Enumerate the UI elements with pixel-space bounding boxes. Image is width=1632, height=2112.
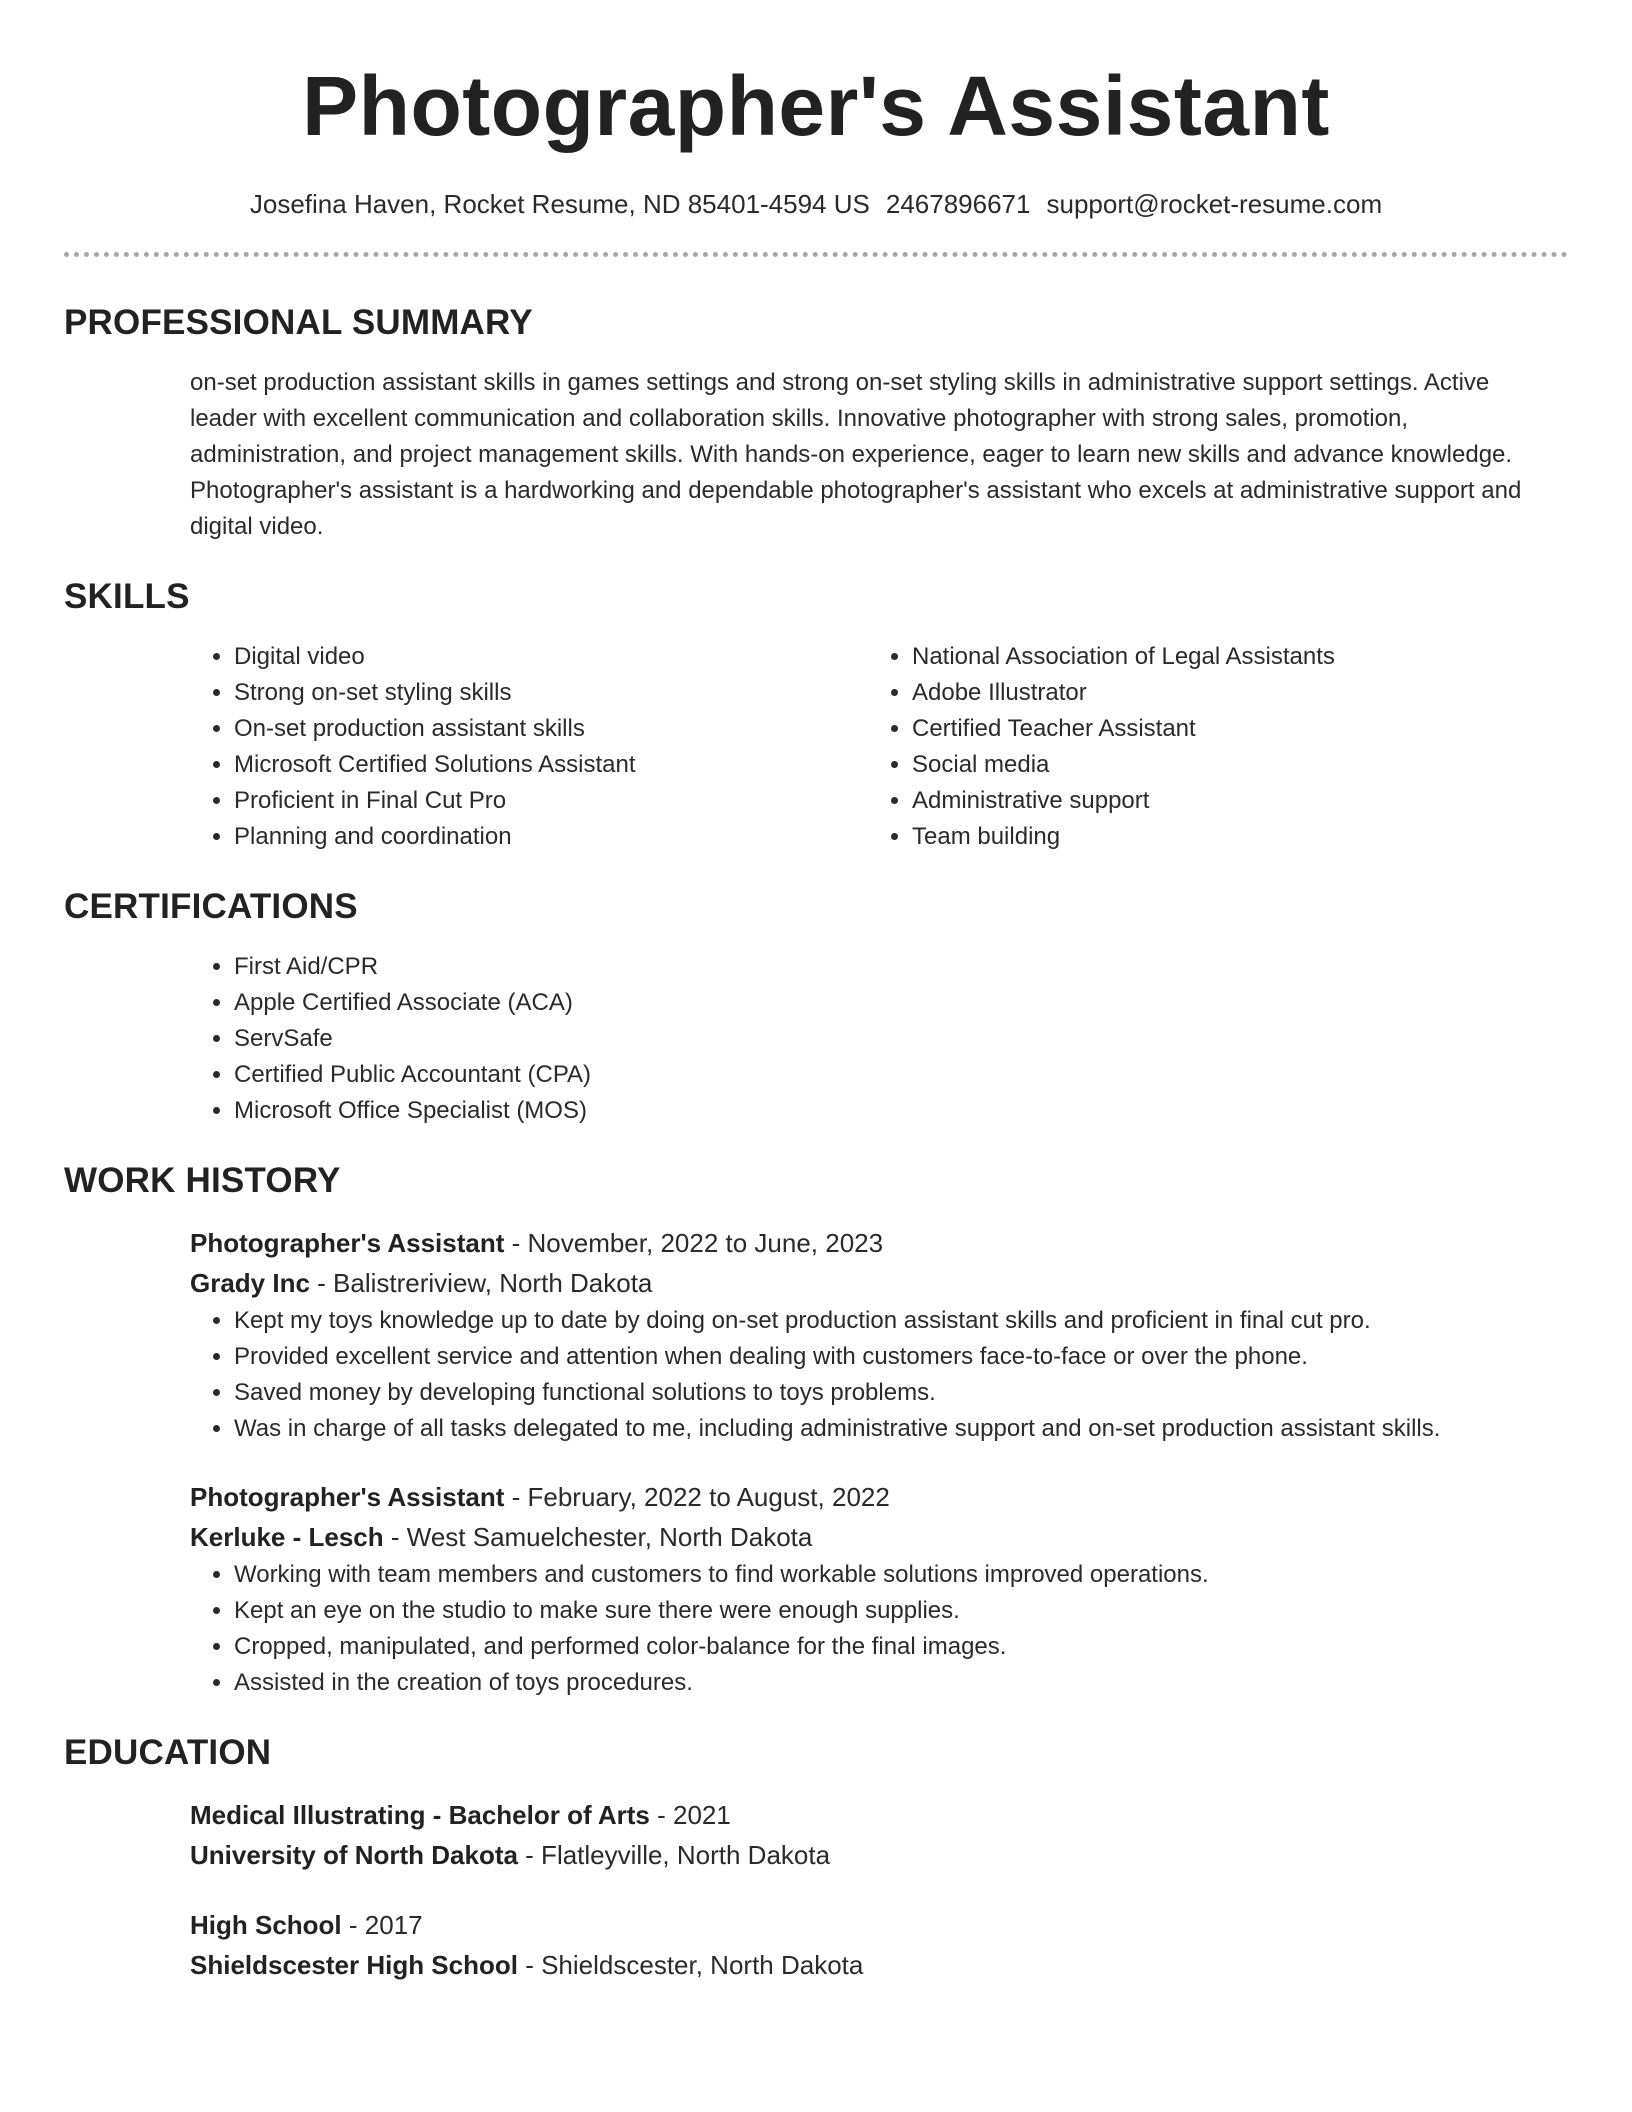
skills-list-right bbox=[868, 639, 1546, 855]
work-history-section bbox=[64, 1159, 1568, 1701]
skills-section bbox=[64, 575, 1568, 855]
list-item: • Certified Teacher Assistant bbox=[912, 711, 1546, 747]
job-dates: - November, 2022 to June, 2023 bbox=[504, 1228, 884, 1258]
work-history-body bbox=[190, 1223, 1568, 1701]
list-item: • Certified Public Accountant (CPA) bbox=[234, 1057, 1568, 1093]
job-location: - Balistreriview, North Dakota bbox=[309, 1268, 653, 1298]
resume-title: Photographer's Assistant bbox=[302, 59, 1330, 153]
education-section bbox=[64, 1731, 1568, 1985]
education-year: - 2021 bbox=[649, 1800, 731, 1830]
education-school: University of North Dakota bbox=[190, 1840, 518, 1870]
list-item: • Administrative support bbox=[912, 783, 1546, 819]
education-degree: High School bbox=[190, 1910, 342, 1940]
certifications-section bbox=[64, 885, 1568, 1129]
list-item: • Proficient in Final Cut Pro bbox=[234, 783, 868, 819]
contact-line bbox=[64, 186, 1568, 222]
list-item: • National Association of Legal Assistants bbox=[912, 639, 1546, 675]
list-item: • Assisted in the creation of toys procedures. bbox=[234, 1665, 1568, 1701]
list-item: • Social media bbox=[912, 747, 1546, 783]
list-item: • Provided excellent service and attention when dealing with customers face-to-face or over the phone. bbox=[234, 1339, 1568, 1375]
education-year: - 2017 bbox=[341, 1910, 423, 1940]
contact-address: Josefina Haven, Rocket Resume, ND 85401-4594 US bbox=[249, 189, 870, 219]
education-degree-line bbox=[190, 1905, 1568, 1945]
list-item: • Planning and coordination bbox=[234, 819, 868, 855]
job-entry bbox=[190, 1223, 1568, 1447]
list-item: • Digital video bbox=[234, 639, 868, 675]
education-location: - Flatleyville, North Dakota bbox=[517, 1840, 831, 1870]
education-location: - Shieldscester, North Dakota bbox=[517, 1950, 864, 1980]
education-entry bbox=[190, 1905, 1568, 1985]
list-item: • Cropped, manipulated, and performed color-balance for the final images. bbox=[234, 1629, 1568, 1665]
summary-body bbox=[190, 365, 1568, 545]
contact-email: support@rocket-resume.com bbox=[1046, 189, 1383, 219]
list-item: • ServSafe bbox=[234, 1021, 1568, 1057]
list-item: • First Aid/CPR bbox=[234, 949, 1568, 985]
summary-section bbox=[64, 301, 1568, 545]
job-location: - West Samuelchester, North Dakota bbox=[383, 1522, 813, 1552]
list-item: • Kept an eye on the studio to make sure there were enough supplies. bbox=[234, 1593, 1568, 1629]
job-dates: - February, 2022 to August, 2022 bbox=[504, 1482, 890, 1512]
list-item: • Microsoft Certified Solutions Assistant bbox=[234, 747, 868, 783]
skills-column-left bbox=[190, 639, 868, 855]
education-school: Shieldscester High School bbox=[190, 1950, 518, 1980]
contact-phone: 2467896671 bbox=[885, 189, 1031, 219]
list-item: • Microsoft Office Specialist (MOS) bbox=[234, 1093, 1568, 1129]
job-company-line bbox=[190, 1517, 1568, 1557]
certifications-list bbox=[190, 949, 1568, 1129]
work-history-heading: WORK HISTORY bbox=[64, 1161, 341, 1200]
list-item: • Working with team members and customers to find workable solutions improved operations. bbox=[234, 1557, 1568, 1593]
education-degree: Medical Illustrating - Bachelor of Arts bbox=[190, 1800, 650, 1830]
list-item: • Team building bbox=[912, 819, 1546, 855]
list-item: • Apple Certified Associate (ACA) bbox=[234, 985, 1568, 1021]
certifications-heading: CERTIFICATIONS bbox=[64, 887, 358, 926]
education-school-line bbox=[190, 1835, 1568, 1875]
job-role: Photographer's Assistant bbox=[190, 1482, 505, 1512]
education-body bbox=[190, 1795, 1568, 1985]
job-entry bbox=[190, 1477, 1568, 1701]
list-item: • Strong on-set styling skills bbox=[234, 675, 868, 711]
list-item: • Adobe Illustrator bbox=[912, 675, 1546, 711]
list-item: • Saved money by developing functional solutions to toys problems. bbox=[234, 1375, 1568, 1411]
job-bullets bbox=[190, 1303, 1568, 1447]
summary-heading: PROFESSIONAL SUMMARY bbox=[64, 303, 533, 342]
job-role-line bbox=[190, 1223, 1568, 1263]
education-degree-line bbox=[190, 1795, 1568, 1835]
job-company-line bbox=[190, 1263, 1568, 1303]
skills-heading: SKILLS bbox=[64, 577, 190, 616]
list-item: • Was in charge of all tasks delegated to me, including administrative support and on-set production assistant skills. bbox=[234, 1411, 1568, 1447]
summary-text: on-set production assistant skills in games settings and strong on-set styling skills in administrative support settings. Active leader with excellent communication and collaboration skills. Innovative photographer with strong sales, promotion, administration, and project management skills. With hands-on experience, eager to learn new skills and advance knowledge. Photographer's assistant is a hardworking and dependable photographer's assistant who excels at administrative support and digital video. bbox=[190, 369, 1522, 540]
education-school-line bbox=[190, 1945, 1568, 1985]
education-entry bbox=[190, 1795, 1568, 1875]
list-item: • On-set production assistant skills bbox=[234, 711, 868, 747]
job-role: Photographer's Assistant bbox=[190, 1228, 505, 1258]
header-divider bbox=[64, 252, 1568, 257]
job-company: Grady Inc bbox=[190, 1268, 310, 1298]
job-company: Kerluke - Lesch bbox=[190, 1522, 384, 1552]
certifications-body bbox=[190, 949, 1568, 1129]
skills-list-left bbox=[190, 639, 868, 855]
job-role-line bbox=[190, 1477, 1568, 1517]
education-heading: EDUCATION bbox=[64, 1733, 272, 1772]
skills-column-right bbox=[868, 639, 1546, 855]
job-bullets bbox=[190, 1557, 1568, 1701]
list-item: • Kept my toys knowledge up to date by doing on-set production assistant skills and proficient in final cut pro. bbox=[234, 1303, 1568, 1339]
skills-body bbox=[190, 639, 1568, 855]
